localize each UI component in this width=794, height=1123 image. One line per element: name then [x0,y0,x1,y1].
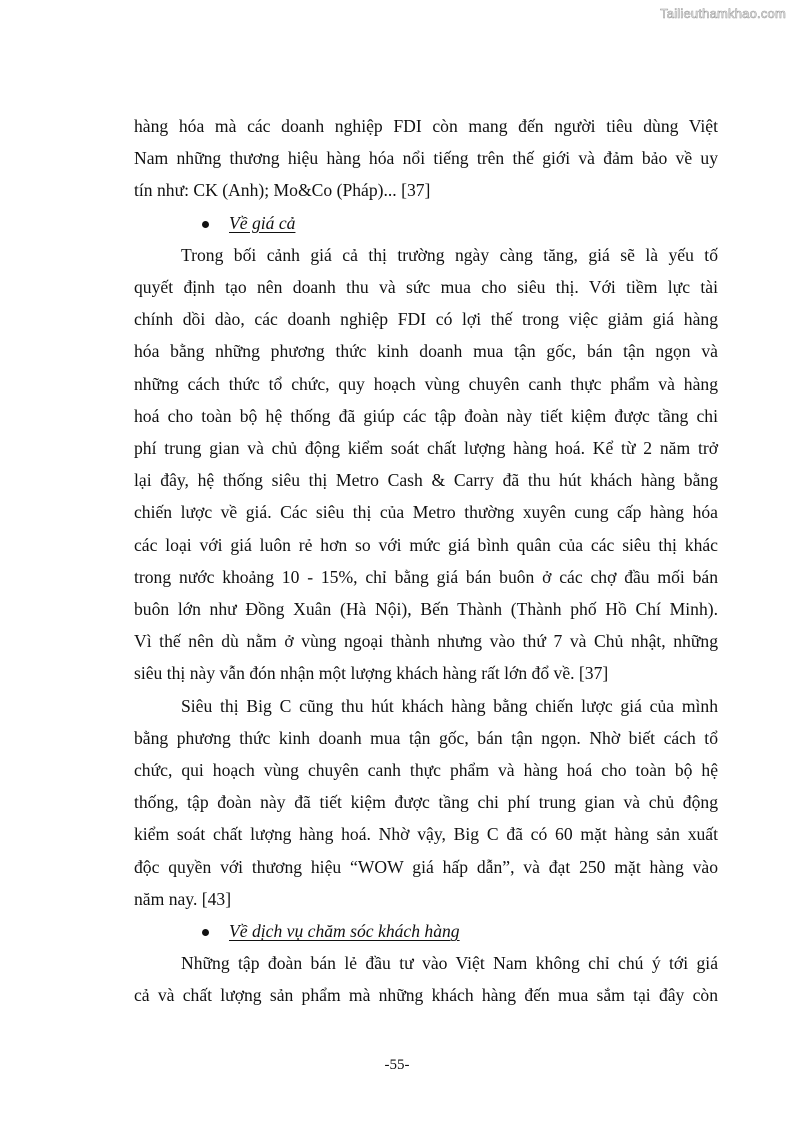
section-heading-customer-service [134,915,718,947]
text-line: phí trung gian và chủ động kiểm soát chất lượng hàng hoá. Kể từ 2 năm trở [134,438,718,459]
text-line: quyết định tạo nên doanh thu và sức mua cho siêu thị. Với tiềm lực tài [134,277,718,297]
text-line: siêu thị này vẫn đón nhận một lượng khách hàng rất lớn đổ về. [37] [134,663,609,684]
text-line: chính dồi dào, các doanh nghiệp FDI có lợi thế trong việc giảm giá hàng [134,309,718,330]
heading-text: Về dịch vụ chăm sóc khách hàng [229,921,460,942]
text-line: Siêu thị Big C cũng thu hút khách hàng bằng chiến lược giá của mình [181,695,718,716]
bullet-icon [202,221,209,228]
text-line: hoá cho toàn bộ hệ thống đã giúp các tập đoàn này tiết kiệm được tầng chi [134,405,718,426]
text-line: kiểm soát chất lượng hàng hoá. Nhờ vậy, Big C đã có 60 mặt hàng sản xuất [134,824,718,845]
text-line: những cách thức tổ chức, quy hoạch vùng chuyên canh thực phẩm và hàng [134,373,718,394]
text-line: cả và chất lượng sản phẩm mà những khách hàng đến mua sắm tại đây còn [134,985,718,1006]
text-line: thống, tập đoàn này đã tiết kiệm được tầng chi phí trung gian và chủ động [134,792,718,813]
text-line: độc quyền với thương hiệu “WOW giá hấp dẫn”, và đạt 250 mặt hàng vào [134,856,718,877]
watermark-text: Tailieuthamkhao.com [660,6,786,21]
text-line: chức, qui hoạch vùng chuyên canh thực phẩm và hàng hoá cho toàn bộ hệ [134,760,718,781]
text-line: Vì thế nên dù nằm ở vùng ngoại thành nhưng vào thứ 7 và Chủ nhật, những [134,631,718,652]
text-line: tín như: CK (Anh); Mo&Co (Pháp)... [37] [134,180,431,201]
text-line: Những tập đoàn bán lẻ đầu tư vào Việt Nam không chỉ chú ý tới giá [181,953,718,974]
text-line: chiến lược về giá. Các siêu thị của Metro thường xuyên cung cấp hàng hóa [134,502,718,523]
text-line: lại đây, hệ thống siêu thị Metro Cash & Carry đã thu hút khách hàng bằng [134,470,718,491]
text-line: Nam những thương hiệu hàng hóa nổi tiếng trên thế giới và đảm bảo về uy [134,148,718,169]
section-heading-price [134,207,718,239]
text-line: Trong bối cảnh giá cả thị trường ngày càng tăng, giá sẽ là yếu tố [181,244,718,265]
page-number: -55- [384,1057,410,1073]
bullet-icon [202,929,209,936]
document-body [134,110,718,1012]
text-line: trong nước khoảng 10 - 15%, chỉ bằng giá bán buôn ở các chợ đầu mối bán [134,566,718,587]
text-line: năm nay. [43] [134,888,232,909]
heading-text: Về giá cả [229,212,296,233]
text-line: các loại với giá luôn rẻ hơn so với mức giá bình quân của các siêu thị khác [134,534,718,555]
text-line: buôn lớn như Đồng Xuân (Hà Nội), Bến Thành (Thành phố Hồ Chí Minh). [134,599,718,620]
text-line: bằng phương thức kinh doanh mua tận gốc, bán tận ngọn. Nhờ biết cách tổ [134,727,718,748]
text-line: hàng hóa mà các doanh nghiệp FDI còn mang đến người tiêu dùng Việt [134,116,718,136]
text-line: hóa bằng những phương thức kinh doanh mua tận gốc, bán tận ngọn và [134,341,718,362]
